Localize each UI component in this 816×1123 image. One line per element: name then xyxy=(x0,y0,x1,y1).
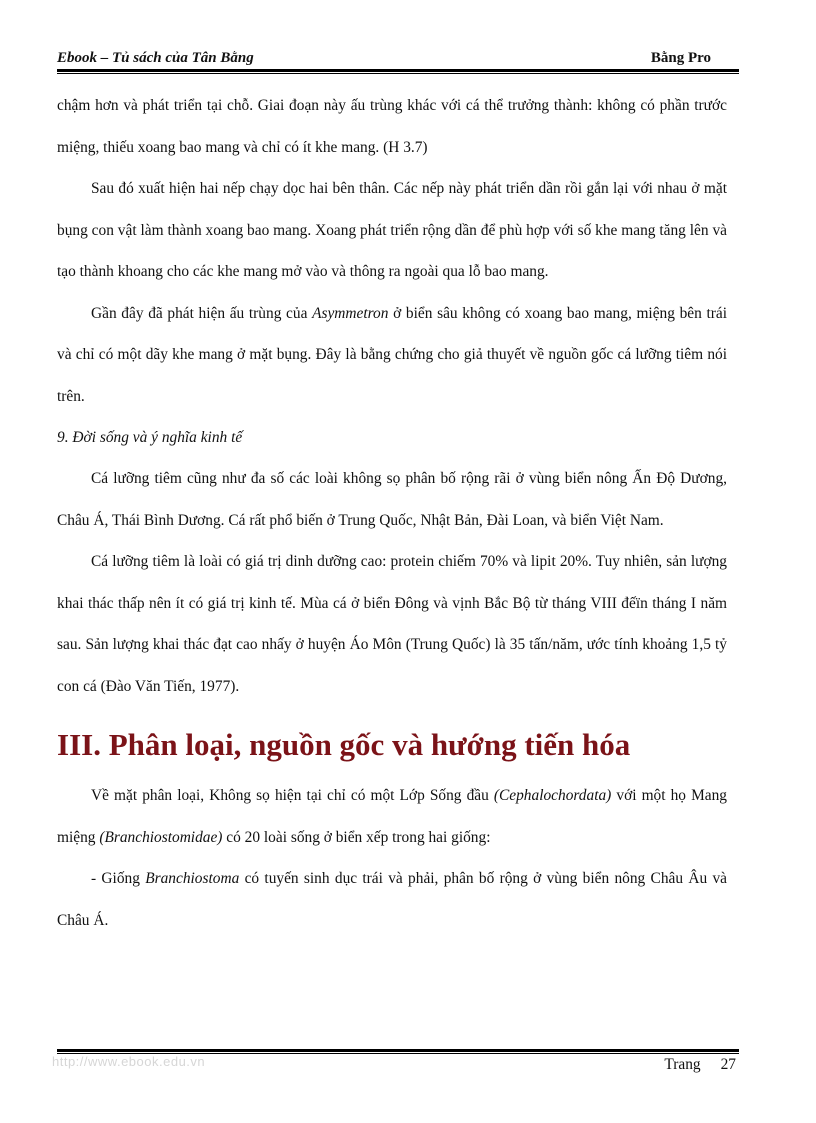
footer-watermark-url: http://www.ebook.edu.vn xyxy=(52,1054,206,1069)
paragraph-3-text-b: ở biển sâu không có xoang bao mang, miệng bên trái và chỉ có một dãy khe mang ở mặt bụng. Đây là bằng chứng cho giả thuyết về nguồn gốc cá lưỡng tiêm nói trên. xyxy=(57,304,727,405)
family-branchiostomidae: (Branchiostomidae) xyxy=(99,828,223,846)
paragraph-6 xyxy=(57,775,727,858)
header-rule xyxy=(57,69,739,72)
paragraph-7-text-a: - Giống xyxy=(91,870,146,887)
paragraph-5: Cá lưỡng tiêm là loài có giá trị dinh dưỡng cao: protein chiếm 70% và lipit 20%. Tuy nhiên, sản lượng khai thác thấp nên ít có giá trị kinh tế. Mùa cá ở biển Đông và vịnh Bắc Bộ từ tháng VIII đếïn tháng I năm sau. Sản lượng khai thác đạt cao nhấy ở huyện Áo Môn (Trung Quốc) là 35 tấn/năm, ước tính khoảng 1,5 tỷ con cá (Đào Văn Tiến, 1977). xyxy=(57,553,727,695)
section-9-heading: 9. Đời sống và ý nghĩa kinh tế xyxy=(57,429,243,446)
header-title: Ebook – Tủ sách của Tân Bằng xyxy=(57,50,254,66)
header-rule-thin xyxy=(57,73,739,74)
footer-rule xyxy=(57,1049,739,1052)
page-content xyxy=(57,85,727,941)
paragraph-3-text-a: Gần đây đã phát hiện ấu trùng của xyxy=(91,304,313,322)
page-header xyxy=(57,48,739,68)
paragraph-1: chậm hơn và phát triển tại chỗ. Giai đoạn này ấu trùng khác với cá thể trưởng thành: không có phần trước miệng, thiếu xoang bao mang và chỉ có ít khe mang. (H 3.7) xyxy=(57,97,727,156)
paragraph-4: Cá lưỡng tiêm cũng như đa số các loài không sọ phân bố rộng rãi ở vùng biển nông Ấn Độ Dương, Châu Á, Thái Bình Dương. Cá rất phổ biến ở Trung Quốc, Nhật Bản, Đài Loan, và biển Việt Nam. xyxy=(57,470,727,529)
header-author: Bằng Pro xyxy=(650,50,711,66)
paragraph-7 xyxy=(57,858,727,941)
class-cephalochordata: (Cephalochordata) xyxy=(493,787,612,804)
paragraph-6-text-a: Về mặt phân loại, Không sọ hiện tại chỉ có một Lớp Sống đầu xyxy=(91,787,494,804)
page-number-label xyxy=(664,1056,736,1074)
page-number: 27 xyxy=(720,1056,736,1073)
paragraph-7-text-b: có tuyến sinh dục trái và phải, phân bố rộng ở vùng biển nông Châu Âu và Châu Á. xyxy=(57,870,727,929)
paragraph-6-text-b: với một họ Mang miệng xyxy=(57,787,727,846)
paragraph-2: Sau đó xuất hiện hai nếp chạy dọc hai bên thân. Các nếp này phát triển dần rồi gắn lại với nhau ở mặt bụng con vật làm thành xoang bao mang. Xoang phát triển rộng dần để phù hợp với số khe mang tăng lên và tạo thành khoang cho các khe mang mở vào và thông ra ngoài qua lỗ bao mang. xyxy=(57,180,727,280)
genus-branchiostoma: Branchiostoma xyxy=(145,870,240,887)
paragraph-6-text-c: có 20 loài sống ở biển xếp trong hai giống: xyxy=(222,828,491,846)
page-label: Trang xyxy=(664,1056,701,1073)
paragraph-3 xyxy=(57,293,727,418)
genus-asymmetron: Asymmetron xyxy=(312,304,389,322)
section-iii-heading: III. Phân loại, nguồn gốc và hướng tiến hóa xyxy=(57,727,631,762)
